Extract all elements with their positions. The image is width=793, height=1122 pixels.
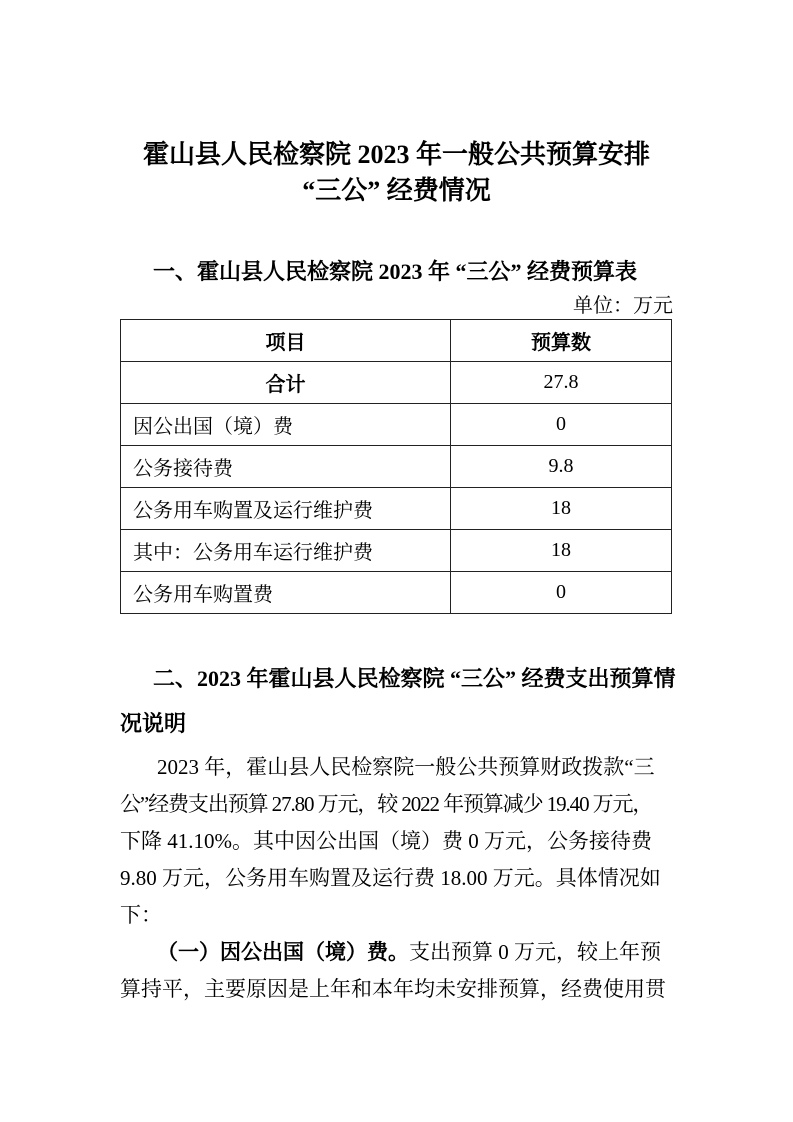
table-row	[121, 530, 672, 572]
column-header-budget: 预算数	[451, 320, 672, 362]
item1-line1-rest: 支出预算 0 万元，较上年预	[409, 940, 661, 964]
table-cell-value: 27.8	[451, 362, 672, 404]
table-row	[121, 488, 672, 530]
paragraph-line: 下：	[120, 903, 162, 927]
table-cell-item: 合计	[121, 362, 451, 404]
table-cell-value: 9.8	[451, 446, 672, 488]
document-body	[120, 256, 676, 1008]
table-cell-item: 公务接待费	[121, 446, 451, 488]
document-title-line-2: “三公” 经费情况	[302, 176, 491, 205]
table-row-total	[121, 362, 672, 404]
paragraph-line	[120, 934, 673, 971]
section1-heading	[120, 256, 673, 287]
table-cell-item: 公务用车购置及运行维护费	[121, 488, 451, 530]
table-cell-value: 18	[451, 488, 672, 530]
section2-heading-line-1: 二、2023 年霍山县人民检察院 “三公” 经费支出预算情	[153, 666, 676, 691]
table-row	[121, 572, 672, 614]
table-unit-label: 单位：万元	[573, 295, 673, 317]
document-title	[0, 137, 793, 209]
table-row	[121, 404, 672, 446]
table-row	[121, 446, 672, 488]
paragraph-line: 下降 41.10%。其中因公出国（境）费 0 万元，公务接待费	[120, 829, 652, 853]
table-cell-value: 18	[451, 530, 672, 572]
item1-lead-bold: （一）因公出国（境）费。	[157, 940, 409, 964]
paragraph-line: 公”经费支出预算 27.80 万元，较 2022 年预算减少 19.40 万元，	[120, 792, 653, 816]
paragraph-overview	[120, 749, 673, 934]
budget-table	[120, 319, 672, 614]
table-cell-value: 0	[451, 404, 672, 446]
section1-heading-text: 一、霍山县人民检察院 2023 年 “三公” 经费预算表	[153, 259, 638, 284]
table-cell-item: 其中：公务用车运行维护费	[121, 530, 451, 572]
table-cell-value: 0	[451, 572, 672, 614]
section2-heading-line-2: 况说明	[120, 711, 187, 736]
table-header-row	[121, 320, 672, 362]
paragraph-line: 算持平，主要原因是上年和本年均未安排预算，经费使用贯	[120, 977, 666, 1001]
paragraph-line: 9.80 万元，公务用车购置及运行费 18.00 万元。具体情况如	[120, 866, 661, 890]
table-cell-item: 公务用车购置费	[121, 572, 451, 614]
column-header-item: 项目	[121, 320, 451, 362]
paragraph-line: 2023 年，霍山县人民检察院一般公共预算财政拨款“三	[157, 755, 655, 779]
paragraph-item1	[120, 934, 673, 1008]
document-title-line-1: 霍山县人民检察院 2023 年一般公共预算安排	[142, 140, 650, 169]
section2-heading	[120, 656, 676, 746]
table-cell-item: 因公出国（境）费	[121, 404, 451, 446]
